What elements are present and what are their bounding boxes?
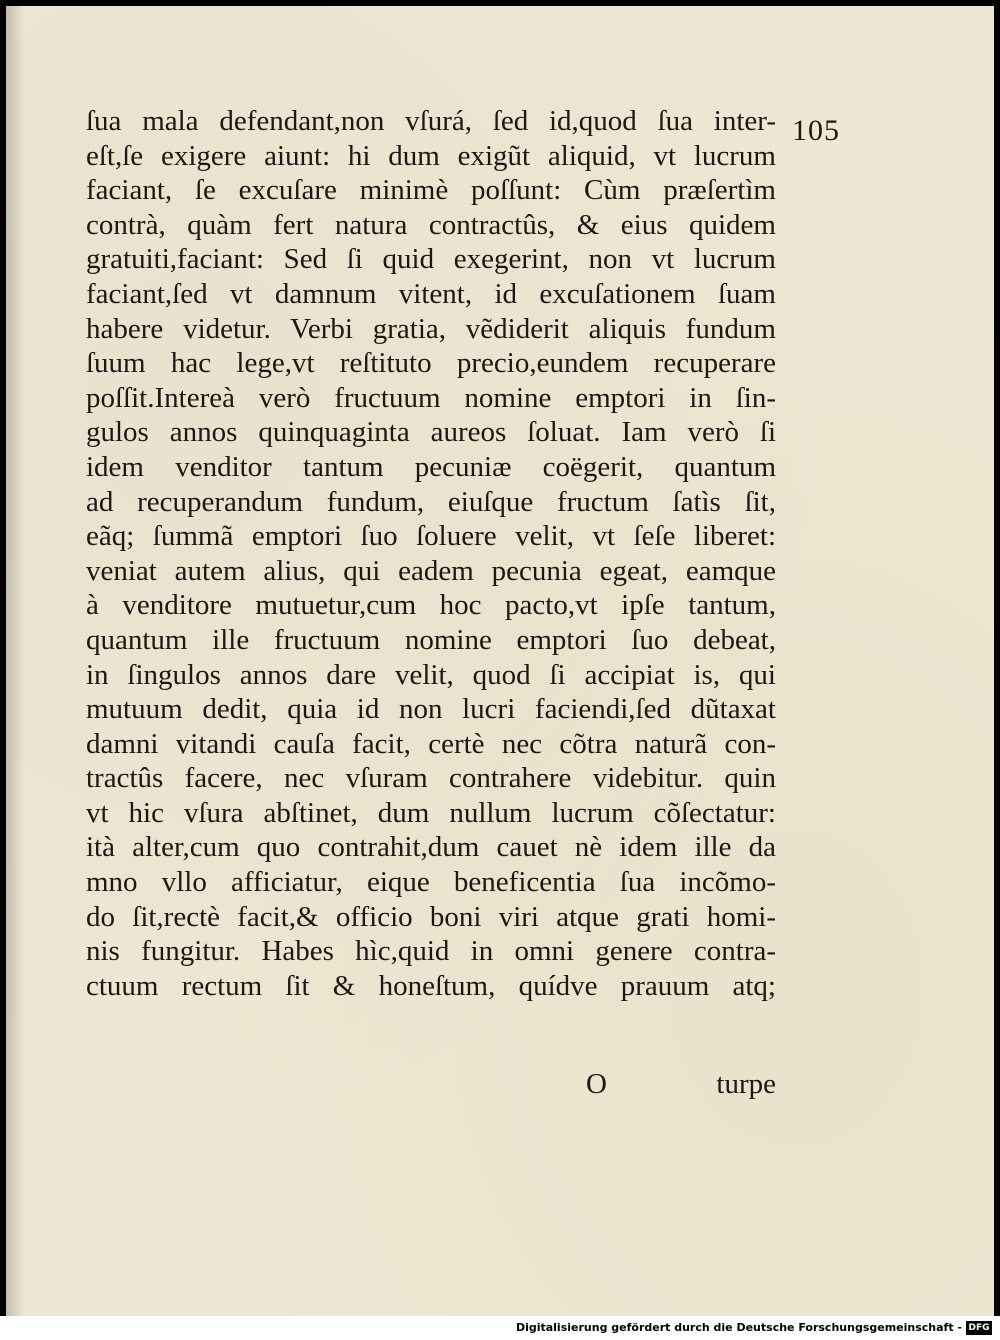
text-line: eãq; ſummã emptori ſuo ſoluere velit, vt ſeſe liberet: [86, 520, 776, 553]
text-line: do ſit,rectè facit,& officio boni viri atque grati homi- [86, 900, 776, 933]
book-page [6, 6, 994, 1316]
text-line: idem venditor tantum pecuniæ coëgerit, quantum [86, 450, 776, 483]
dfg-logo-icon: DFG [966, 1321, 992, 1335]
catchword-line [586, 1068, 776, 1102]
text-line: veniat autem alius, qui eadem pecunia egeat, eamque [86, 554, 776, 587]
text-line: ſuum hac lege,vt reſtituto precio,eundem recuperare [86, 347, 776, 380]
text-line: damni vitandi cauſa facit, certè nec cõtra naturã con- [86, 727, 776, 760]
text-line: mutuum dedit, quia id non lucri faciendi,ſed dũtaxat [86, 693, 776, 726]
catchword: turpe [716, 1068, 776, 1100]
text-line: ità alter,cum quo contrahit,dum cauet nè idem ille da [86, 831, 776, 864]
text-line: mno vllo afficiatur, eique beneficentia ſua incõmo- [86, 866, 776, 899]
page-gutter-shadow [6, 6, 24, 1316]
text-line: gulos annos quinquaginta aureos ſoluat. Iam verò ſi [86, 416, 776, 449]
text-line: ad recuperandum fundum, eiuſque fructum ſatìs ſit, [86, 485, 776, 518]
text-line: nis fungitur. Habes hìc,quid in omni genere contra- [86, 935, 776, 968]
text-line: gratuiti,faciant: Sed ſi quid exegerint, non vt lucrum [86, 243, 776, 276]
text-line: eſt,ſe exigere aiunt: hi dum exigũt aliquid, vt lucrum [86, 139, 776, 172]
footer-credit: Digitalisierung gefördert durch die Deutsche Forschungsgemeinschaft - [515, 1321, 962, 1334]
signature-mark: O [586, 1068, 607, 1100]
text-line: habere videtur. Verbi gratia, vẽdiderit aliquis fundum [86, 312, 776, 345]
text-line: faciant,ſed vt damnum vitent, id excuſationem ſuam [86, 277, 776, 310]
page-number: 105 [792, 114, 840, 147]
text-line: in ſingulos annos dare velit, quod ſi accipiat is, qui [86, 658, 776, 691]
body-text [86, 104, 776, 1003]
text-line: à venditore mutuetur,cum hoc pacto,vt ipſe tantum, [86, 589, 776, 622]
text-line: faciant, ſe excuſare minimè poſſunt: Cùm præſertìm [86, 174, 776, 207]
text-line: vt hic vſura abſtinet, dum nullum lucrum cõſectatur: [86, 796, 776, 829]
text-line: poſſit.Intereà verò fructuum nomine emptori in ſin- [86, 381, 776, 414]
text-line: ctuum rectum ſit & honeſtum, quídve prauum atq; [86, 969, 776, 1002]
text-line: quantum ille fructuum nomine emptori ſuo debeat, [86, 623, 776, 656]
text-line: ſua mala defendant,non vſurá, ſed id,quod ſua inter- [86, 105, 776, 137]
text-line: tractûs facere, nec vſuram contrahere videbitur. quin [86, 762, 776, 795]
footer-bar [0, 1316, 1000, 1340]
text-line: contrà, quàm fert natura contractûs, & eius quidem [86, 208, 776, 241]
